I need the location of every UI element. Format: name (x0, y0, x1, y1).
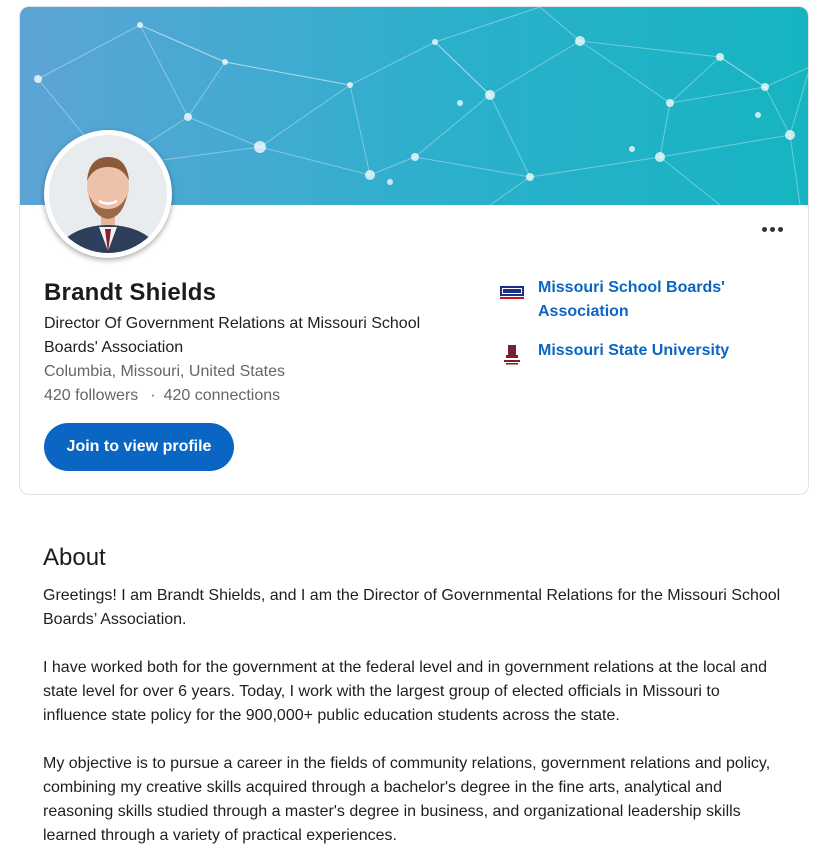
about-section (43, 542, 788, 858)
about-heading: About (43, 544, 106, 571)
profile-location: Columbia, Missouri, United States (44, 363, 285, 380)
more-options-icon[interactable] (758, 219, 786, 239)
followers-count: 420 followers (44, 387, 139, 404)
org-label-missouri-state[interactable]: Missouri State University (538, 342, 730, 359)
profile-card (19, 6, 809, 495)
org-item-missouri-state[interactable] (498, 339, 788, 369)
about-paragraph: Greetings! I am Brandt Shields, and I am the Director of Governmental Relations for the Missouri School Boards’ Association. (43, 587, 781, 628)
join-to-view-profile-button[interactable]: Join to view profile (44, 423, 234, 471)
about-paragraph: My objective is to pursue a career in the fields of community relations, government relations and policy, combining my creative skills acquired through a bachelor's degree in the fine arts, analytical and reasoning skills studied through a master's degree in business, and organizational leadership skills learned through a variety of practical experiences. (43, 755, 771, 844)
missouri-state-logo-icon (498, 341, 526, 369)
profile-stats (44, 384, 280, 408)
org-label-msba[interactable]: Missouri School Boards' Association (538, 279, 725, 320)
connections-count: 420 connections (163, 387, 281, 404)
profile-headline: Director Of Government Relations at Missouri School Boards' Association (44, 315, 421, 356)
profile-avatar[interactable] (44, 130, 172, 258)
stats-separator: · (150, 387, 156, 404)
about-paragraph: I have worked both for the government at the federal level and in government relations at the local and state level for over 6 years. Today, I work with the largest group of elected officials in Missouri to influence state policy for the 900,000+ public education students across the state. (43, 659, 767, 724)
profile-name: Brandt Shields (44, 279, 217, 306)
org-item-msba[interactable] (498, 276, 788, 324)
msba-logo-icon (498, 278, 526, 306)
